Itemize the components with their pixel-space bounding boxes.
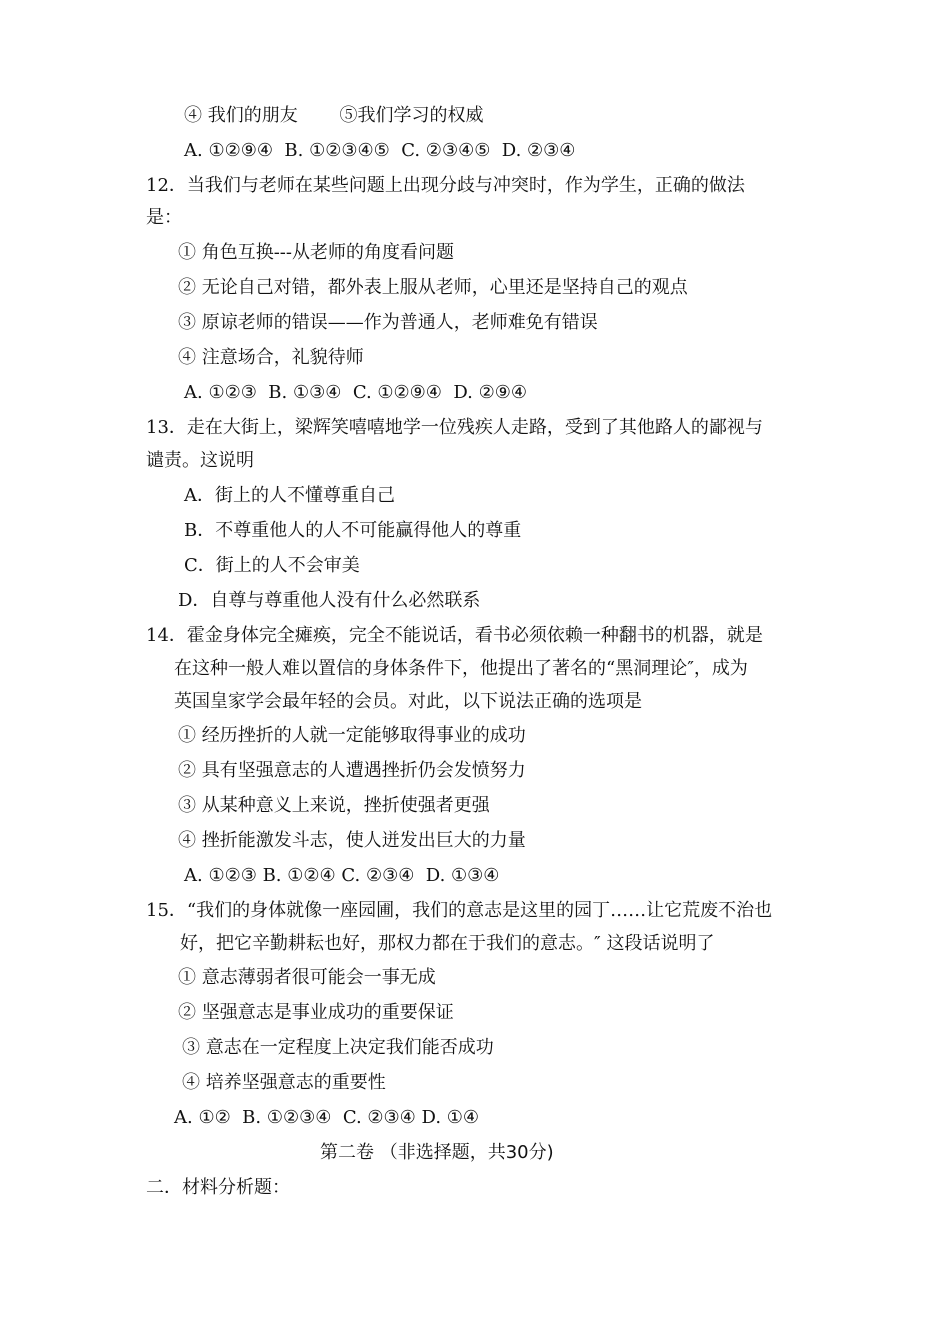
q12-item4: ④ 注意场合，礼貌待师: [178, 347, 364, 368]
section2-heading: 二．材料分析题：: [146, 1177, 290, 1198]
q14-item2: ② 具有坚强意志的人遭遇挫折仍会发愤努力: [178, 760, 526, 781]
q14-item3: ③ 从某种意义上来说，挫折使强者更强: [178, 795, 490, 816]
q13-stem-line1: 13．走在大街上，梁辉笑嘻嘻地学一位残疾人走路，受到了其他路人的鄙视与: [146, 417, 763, 438]
q14-stem-line1: 14．霍金身体完全瘫痪，完全不能说话，看书必须依赖一种翻书的机器，就是: [146, 625, 763, 646]
q15-item2: ② 坚强意志是事业成功的重要保证: [178, 1002, 454, 1023]
q13-option-c: C．街上的人不会审美: [184, 555, 360, 576]
q11-options: A. ①②⑨④ B. ①②③④⑤ C. ②③④⑤ D. ②③④: [184, 140, 576, 161]
q14-stem-line3: 英国皇家学会最年轻的会员。对此，以下说法正确的选项是: [174, 691, 642, 712]
q15-item1: ① 意志薄弱者很可能会一事无成: [178, 967, 436, 988]
q14-item1: ① 经历挫折的人就一定能够取得事业的成功: [178, 725, 526, 746]
q15-item4: ④ 培养坚强意志的重要性: [182, 1072, 386, 1093]
q12-item2: ② 无论自己对错，都外表上服从老师，心里还是坚持自己的观点: [178, 277, 688, 298]
q15-item3: ③ 意志在一定程度上决定我们能否成功: [182, 1037, 494, 1058]
q12-stem-line2: 是：: [146, 207, 182, 228]
q12-options: A. ①②③ B. ①③④ C. ①②⑨④ D. ②⑨④: [184, 382, 528, 403]
q14-item4: ④ 挫折能激发斗志，使人迸发出巨大的力量: [178, 830, 526, 851]
q15-stem-line1: 15．“我们的身体就像一座园圃，我们的意志是这里的园丁……让它荒废不治也: [146, 900, 773, 921]
q11-items-4-5: ④ 我们的朋友 ⑤我们学习的权威: [184, 105, 484, 126]
q13-stem-line2: 谴责。这说明: [146, 450, 254, 471]
q12-item3: ③ 原谅老师的错误——作为普通人，老师难免有错误: [178, 312, 598, 333]
q14-options: A. ①②③ B. ①②④ C. ②③④ D. ①③④: [184, 865, 500, 886]
q15-stem-line2: 好，把它辛勤耕耘也好，那权力都在于我们的意志。″ 这段话说明了: [180, 933, 715, 954]
q13-option-a: A．街上的人不懂尊重自己: [184, 485, 395, 506]
q13-option-b: B．不尊重他人的人不可能赢得他人的尊重: [184, 520, 522, 541]
q12-stem-line1: 12．当我们与老师在某些问题上出现分歧与冲突时，作为学生，正确的做法: [146, 175, 745, 196]
q12-item1: ① 角色互换---从老师的角度看问题: [178, 242, 454, 263]
q13-option-d: D．自尊与尊重他人没有什么必然联系: [178, 590, 481, 611]
q14-stem-line2: 在这种一般人难以置信的身体条件下，他提出了著名的“黑洞理论″，成为: [174, 658, 748, 679]
section2-title: 第二卷 （非选择题，共30分): [320, 1142, 554, 1163]
q15-options: A. ①② B. ①②③④ C. ②③④ D. ①④: [174, 1107, 480, 1128]
